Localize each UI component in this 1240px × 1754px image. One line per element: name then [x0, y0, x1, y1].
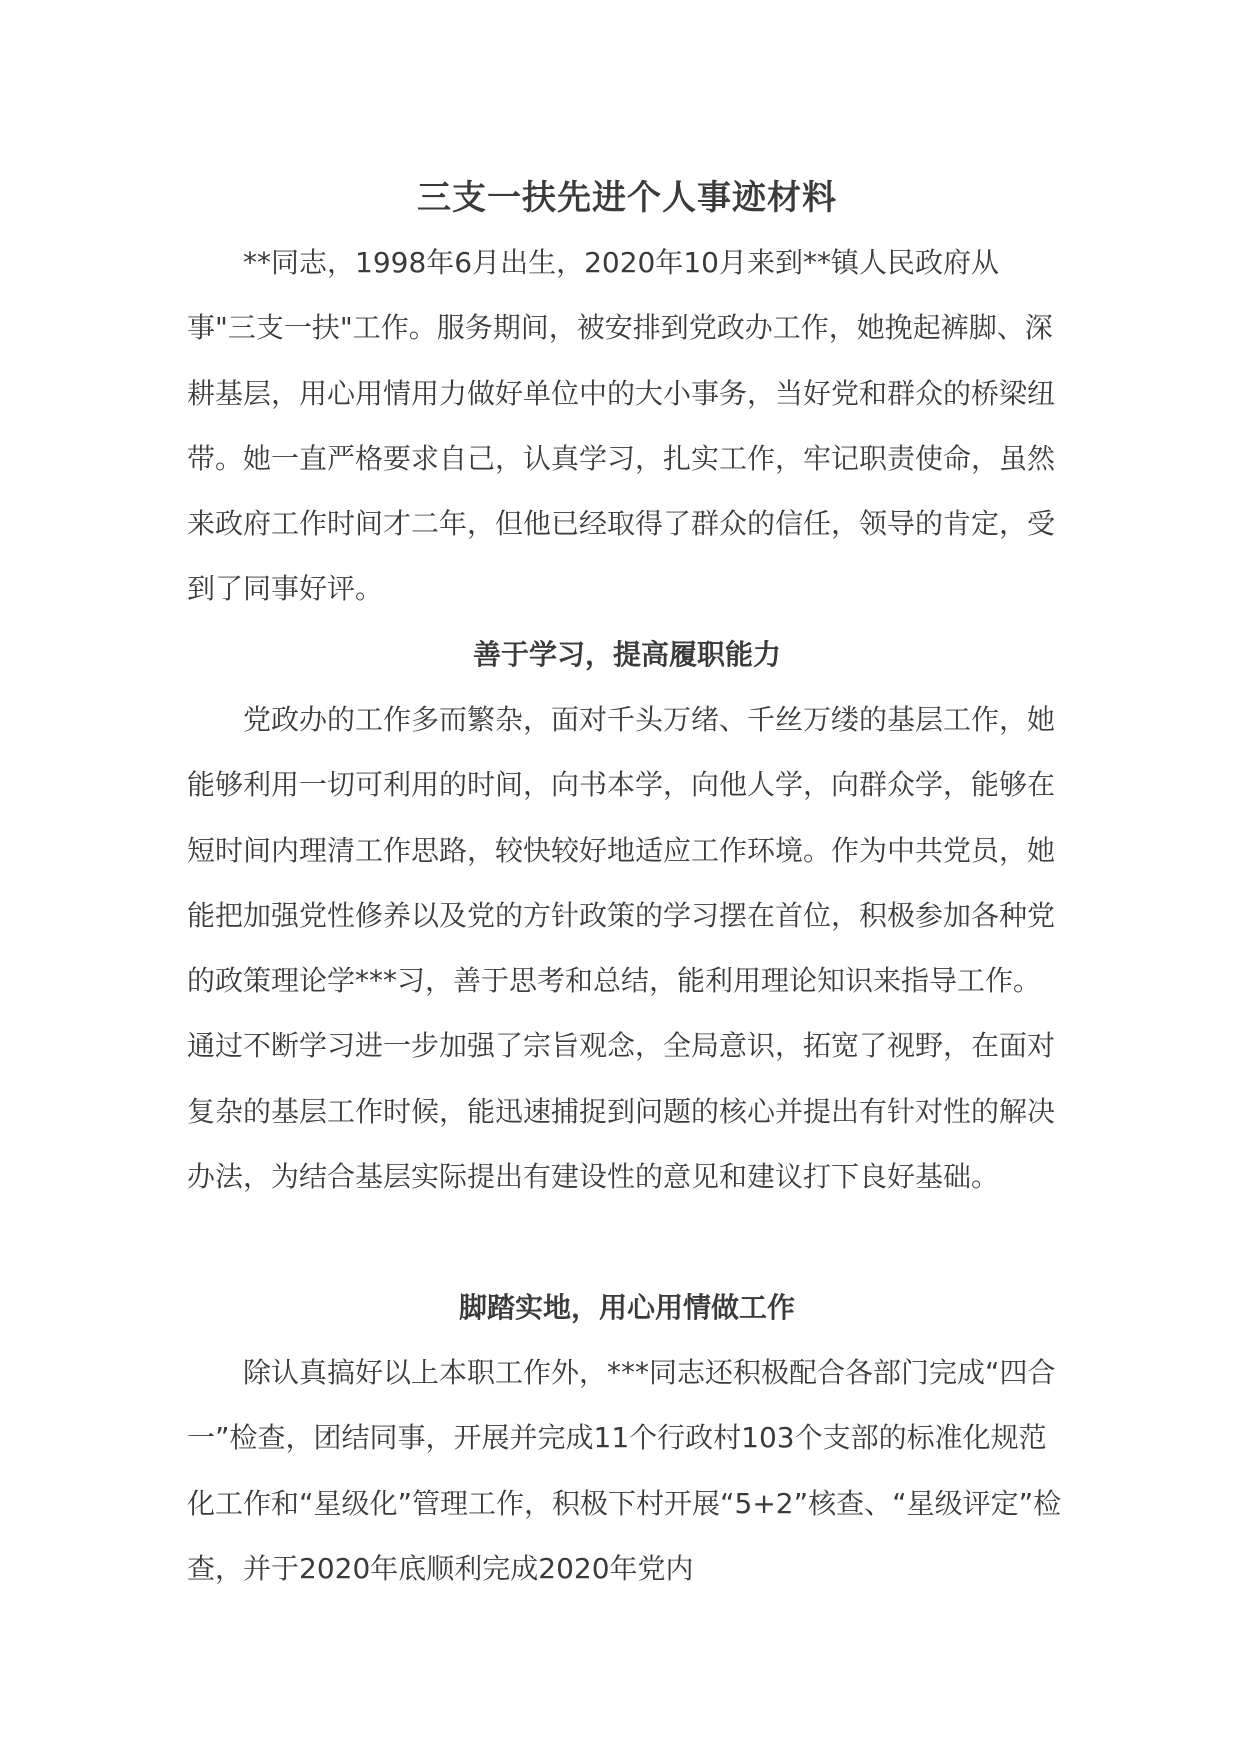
intro-paragraph: **同志，1998年6月出生，2020年10月来到**镇人民政府从事"三支一扶"工作。服务期间，被安排到党政办工作，她挽起裤脚、深耕基层，用心用情用力做好单位中的大小事务，当好党和群众的桥梁纽带。她一直严格要求自己，认真学习，扎实工作，牢记职责使命，虽然来政府工作时间才二年，但他已经取得了群众的信任，领导的肯定，受到了同事好评。 [187, 246, 1056, 606]
document-page [187, 166, 1067, 1601]
section-heading-work: 脚踏实地，用心用情做工作 [458, 1291, 795, 1324]
section-paragraph-work: 除认真搞好以上本职工作外，***同志还积极配合各部门完成“四合一”检查，团结同事，开展并完成11个行政村103个支部的标准化规范化工作和“星级化”管理工作，积极下村开展“5+2”核查、“星级评定”检查，并于2020年底顺利完成2020年党内 [187, 1356, 1062, 1585]
document-title: 三支一扶先进个人事迹材料 [417, 178, 837, 218]
section-paragraph-study: 党政办的工作多而繁杂，面对千头万绪、千丝万缕的基层工作，她能够利用一切可利用的时间，向书本学，向他人学，向群众学，能够在短时间内理清工作思路，较快较好地适应工作环境。作为中共党员，她能把加强党性修养以及党的方针政策的学习摆在首位，积极参加各种党的政策理论学***习，善于思考和总结，能利用理论知识来指导工作。通过不断学习进一步加强了宗旨观念，全局意识，拓宽了视野，在面对复杂的基层工作时候，能迅速捕捉到问题的核心并提出有针对性的解决办法，为结合基层实际提出有建设性的意见和建议打下良好基础。 [187, 703, 1056, 1194]
section-heading-study: 善于学习，提高履职能力 [472, 638, 781, 671]
